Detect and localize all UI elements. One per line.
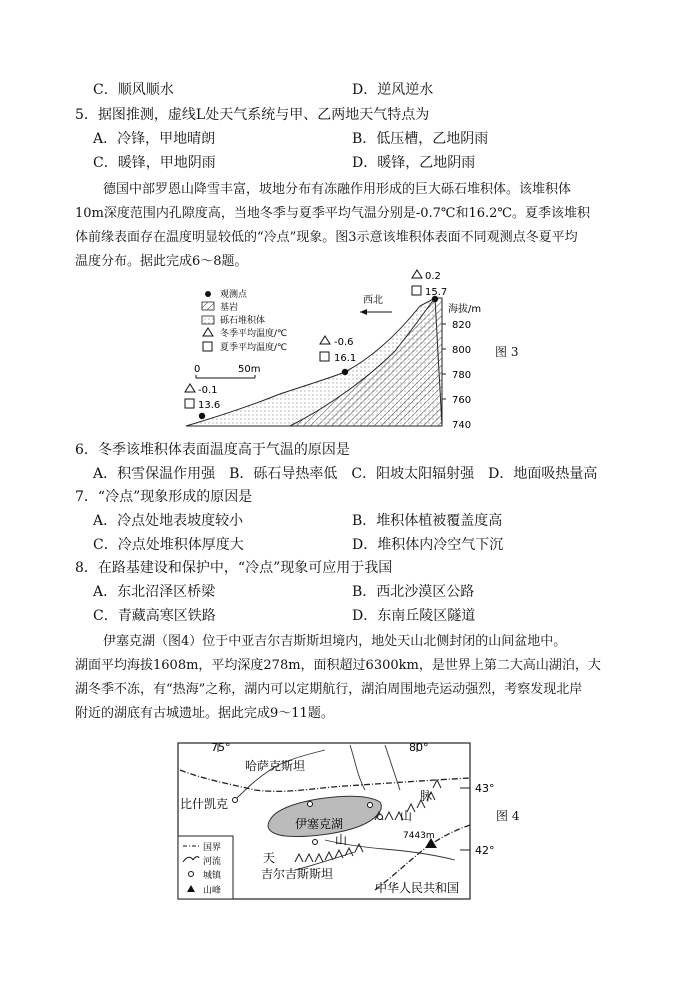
shan-label-2: 山 — [335, 833, 348, 847]
figure-4-caption: 图 4 — [496, 809, 520, 823]
q5-option-c: C．暖锋，甲地阴雨 — [93, 155, 216, 171]
lon-75: 75° — [211, 741, 231, 754]
shan-label-1: 山 — [400, 809, 413, 823]
legend-bedrock-icon — [202, 302, 214, 310]
q4-option-d: D．逆风逆水 — [352, 82, 434, 98]
legend-point-icon — [205, 291, 211, 297]
q6-options: A．积雪保温作用强 B．砾石导热率低 C．阳坡太阳辐射强 D．地面吸热量高 — [93, 466, 598, 482]
passage2-line2: 湖面平均海拔1608m，平均深度278m，面积超过6300km，是世界上第二大高山湖泊，大 — [75, 658, 601, 673]
legend-point: 观测点 — [220, 290, 248, 300]
point3-summer: 15.7 — [425, 287, 448, 298]
lake-label: 伊塞克湖 — [295, 817, 344, 831]
city-1 — [308, 802, 313, 807]
lat-43: 43° — [475, 782, 495, 795]
legend-bedrock: 基岩 — [220, 303, 239, 313]
lat-42: 42° — [475, 844, 495, 857]
q8-option-d: D．东南丘陵区隧道 — [352, 608, 476, 624]
tick-800: 800 — [452, 345, 472, 356]
q7-option-a: A．冷点处地表坡度较小 — [93, 513, 244, 529]
passage2-line3: 湖冬季不冻，有“热海”之称，湖内可以定期航行，湖泊周围地壳运动强烈，考察发现北岸 — [75, 682, 583, 697]
city-4 — [313, 840, 318, 845]
tick-820: 820 — [452, 320, 472, 331]
q6-stem: 6．冬季该堆积体表面温度高于气温的原因是 — [75, 442, 350, 458]
legend-square-icon — [203, 342, 212, 351]
q8-option-a: A．东北沼泽区桥梁 — [93, 584, 216, 600]
legend-gravel-icon — [202, 316, 214, 324]
point3-winter: 0.2 — [425, 271, 441, 282]
axis-label: 海拔/m — [448, 304, 482, 315]
legend-river: 河流 — [203, 857, 222, 867]
passage2-line4: 附近的湖底有古城遗址。据此完成9～11题。 — [75, 706, 334, 721]
q7-option-b: B．堆积体植被覆盖度高 — [352, 513, 503, 529]
legend-gravel: 砾石堆积体 — [220, 316, 266, 326]
tick-780: 780 — [452, 370, 472, 381]
passage1-line3: 体前缘表面存在温度明显较低的“冷点”现象。图3示意该堆积体表面不同观测点冬夏平均 — [75, 230, 578, 245]
bishkek-label: 比什凯克 — [180, 797, 229, 811]
q5-option-a: A．冷锋，甲地晴朗 — [93, 131, 216, 147]
passage1-line4: 温度分布。据此完成6～8题。 — [75, 254, 248, 269]
passage1-line2: 10m深度范围内孔隙度高，当地冬季与夏季平均气温分别是-0.7℃和16.2℃。夏季该堆积 — [75, 206, 590, 221]
mai-label: 脉 — [420, 789, 433, 803]
legend-triangle-icon — [203, 328, 213, 336]
figure-3-caption: 图 3 — [495, 345, 519, 359]
legend-town: 城镇 — [203, 871, 222, 881]
legend-border: 国界 — [203, 843, 222, 853]
q7-stem: 7．“冷点”现象形成的原因是 — [75, 489, 253, 505]
q8-option-b: B．西北沙漠区公路 — [352, 584, 475, 600]
scale-zero: 0 — [194, 364, 201, 375]
legend-peak: 山峰 — [203, 886, 222, 896]
q5-stem: 5．据图推测，虚线L处天气系统与甲、乙两地天气特点为 — [75, 107, 430, 123]
q7-option-d: D．堆积体内冷空气下沉 — [352, 537, 504, 553]
figure-4-map — [175, 740, 505, 902]
q8-stem: 8．在路基建设和保护中，“冷点”现象可应用于我国 — [75, 560, 393, 576]
china-label: 中华人民共和国 — [375, 881, 460, 895]
point2-winter: -0.6 — [334, 337, 354, 348]
city-bishkek — [233, 798, 238, 803]
passage2-line1: 伊塞克湖（图4）位于中亚吉尔吉斯斯坦境内，地处天山北侧封闭的山间盆地中。 — [103, 634, 567, 649]
kazakhstan-label: 哈萨克斯坦 — [245, 759, 306, 773]
peak-label: 7443m — [403, 831, 435, 841]
point1-summer: 13.6 — [198, 400, 221, 411]
observation-point-1 — [199, 413, 205, 419]
passage1-line1: 德国中部罗恩山降雪丰富，坡地分布有冻融作用形成的巨大砾石堆积体。该堆积体 — [103, 182, 572, 197]
legend-summer: 夏季平均温度/℃ — [220, 343, 288, 353]
point1-winter: -0.1 — [198, 385, 218, 396]
legend-winter: 冬季平均温度/℃ — [220, 329, 288, 339]
scale-50m: 50m — [238, 364, 261, 375]
q4-option-c: C．顺风顺水 — [93, 82, 174, 98]
tick-740: 740 — [452, 420, 472, 431]
city-3 — [378, 815, 383, 820]
city-2 — [368, 803, 373, 808]
q5-option-d: D．暖锋，乙地阴雨 — [352, 155, 476, 171]
figure-3-cross-section — [180, 266, 530, 436]
q7-option-c: C．冷点处堆积体厚度大 — [93, 537, 244, 553]
point2-summer: 16.1 — [334, 353, 357, 364]
q5-option-b: B．低压槽，乙地阴雨 — [352, 131, 489, 147]
lon-80: 80° — [409, 741, 429, 754]
tick-760: 760 — [452, 395, 472, 406]
tian-label: 天 — [263, 851, 276, 865]
observation-point-2 — [342, 369, 348, 375]
direction-label: 西北 — [363, 295, 383, 306]
q8-option-c: C．青藏高寒区铁路 — [93, 608, 216, 624]
kyrgyzstan-label: 吉尔吉斯斯坦 — [261, 867, 334, 881]
